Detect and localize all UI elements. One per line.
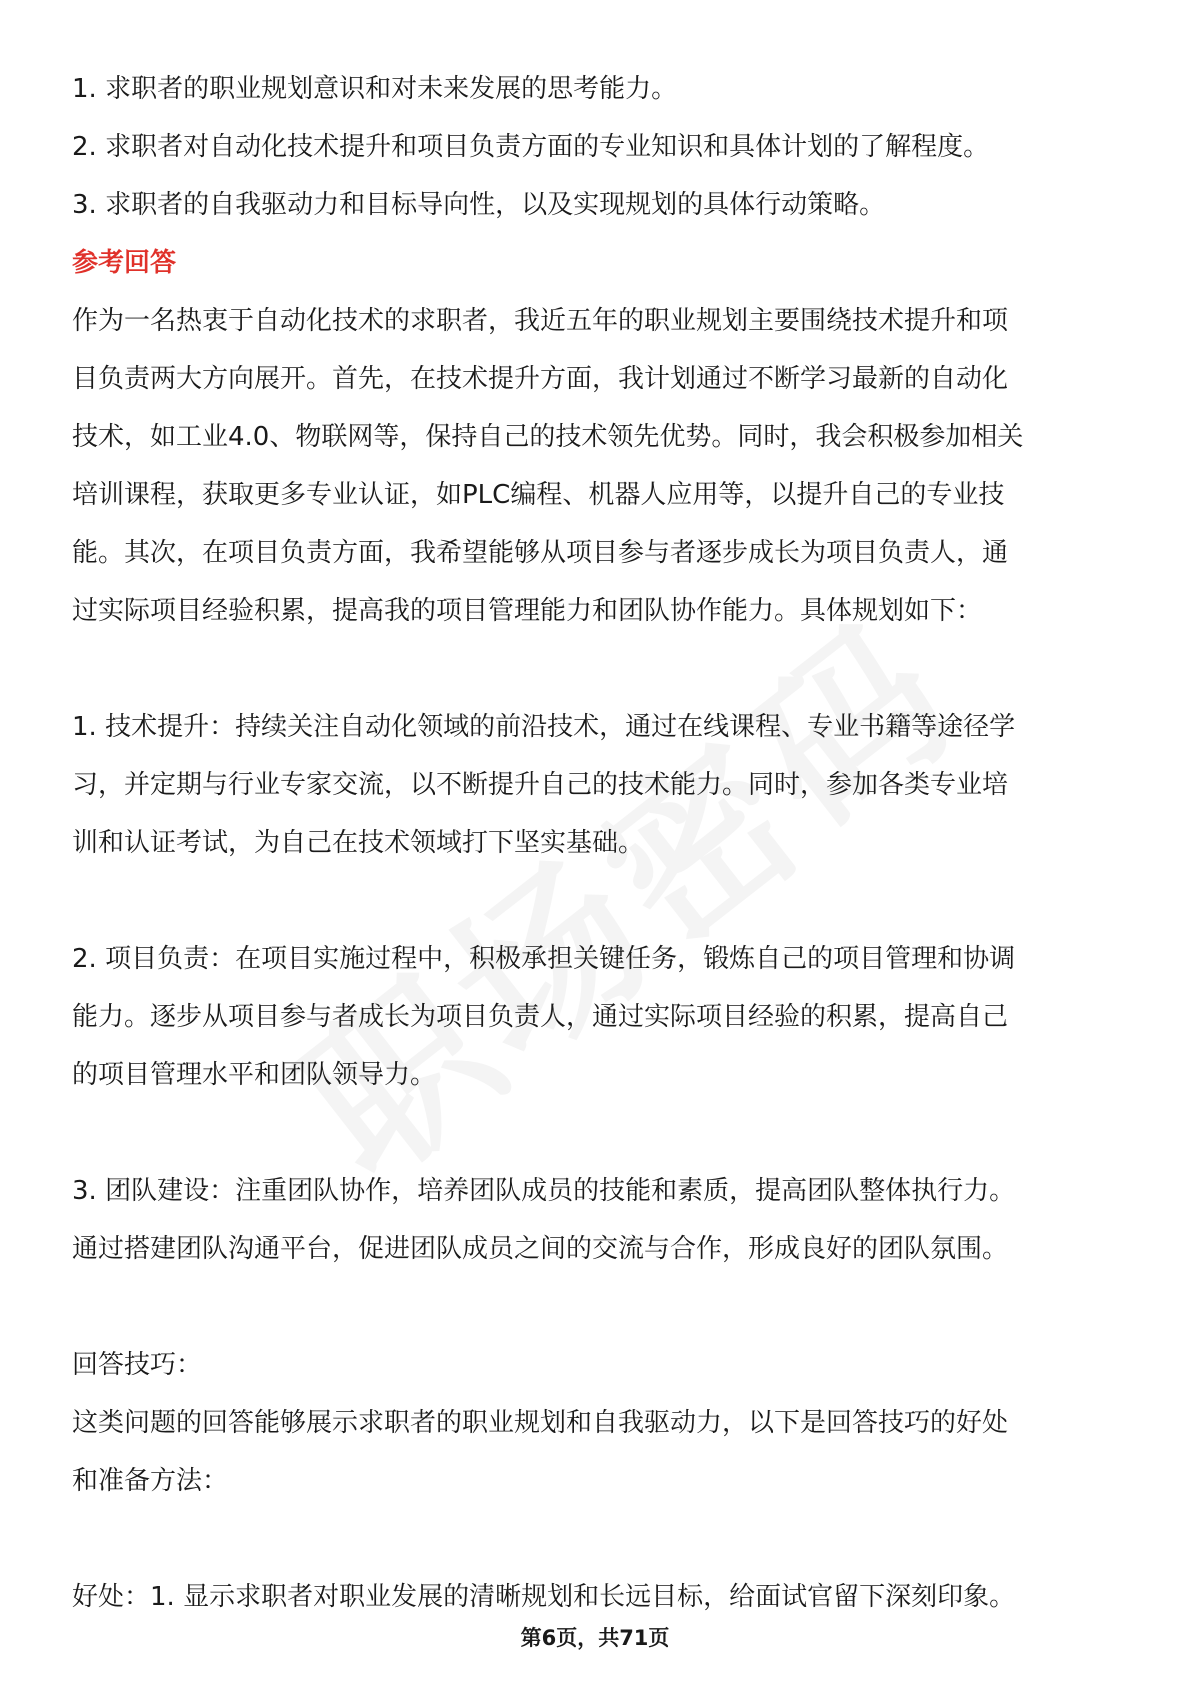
spacer	[72, 640, 1122, 698]
page-number: 第6页，共71页	[520, 1626, 670, 1650]
paragraph-line: 目负责两大方向展开。首先，在技术提升方面，我计划通过不断学习最新的自动化	[72, 364, 1009, 394]
paragraph-line: 通过搭建团队沟通平台，促进团队成员之间的交流与合作，形成良好的团队氛围。	[72, 1234, 1009, 1264]
paragraph-line: 技术，如工业4.0、物联网等，保持自己的技术领先优势。同时，我会积极参加相关	[72, 422, 1024, 452]
paragraph-line: 过实际项目经验积累，提高我的项目管理能力和团队协作能力。具体规划如下：	[72, 596, 983, 626]
paragraph-line: 能力。逐步从项目参与者成长为项目负责人，通过实际项目经验的积累，提高自己	[72, 1002, 1009, 1032]
paragraph-line: 1. 技术提升：持续关注自动化领域的前沿技术，通过在线课程、专业书籍等途径学	[72, 712, 1016, 742]
intro-point: 1. 求职者的职业规划意识和对未来发展的思考能力。	[72, 74, 678, 104]
paragraph-line: 和准备方法：	[72, 1466, 229, 1496]
paragraph-line: 作为一名热衷于自动化技术的求职者，我近五年的职业规划主要围绕技术提升和项	[72, 306, 1009, 336]
paragraph-line: 3. 团队建设：注重团队协作，培养团队成员的技能和素质，提高团队整体执行力。	[72, 1176, 1016, 1206]
paragraph-line: 的项目管理水平和团队领导力。	[72, 1060, 437, 1090]
plan-item-project	[72, 930, 1122, 1104]
answer-paragraph	[72, 292, 1122, 640]
paragraph-line: 培训课程，获取更多专业认证，如PLC编程、机器人应用等，以提升自己的专业技	[72, 480, 1005, 510]
benefit-line: 好处：1. 显示求职者对职业发展的清晰规划和长远目标，给面试官留下深刻印象。	[72, 1582, 1016, 1612]
paragraph-line: 习，并定期与行业专家交流，以不断提升自己的技术能力。同时，参加各类专业培	[72, 770, 1009, 800]
spacer	[72, 1104, 1122, 1162]
intro-point: 2. 求职者对自动化技术提升和项目负责方面的专业知识和具体计划的了解程度。	[72, 132, 990, 162]
paragraph-line: 这类问题的回答能够展示求职者的职业规划和自我驱动力，以下是回答技巧的好处	[72, 1408, 1009, 1438]
intro-point: 3. 求职者的自我驱动力和目标导向性，以及实现规划的具体行动策略。	[72, 190, 886, 220]
answer-section-title: 参考回答	[72, 248, 177, 278]
paragraph-line: 训和认证考试，为自己在技术领域打下坚实基础。	[72, 828, 645, 858]
plan-item-team	[72, 1162, 1122, 1278]
spacer	[72, 1278, 1122, 1336]
plan-item-tech	[72, 698, 1122, 872]
page-content	[72, 60, 1122, 1626]
tips-section-title: 回答技巧：	[72, 1350, 203, 1380]
tips-intro	[72, 1394, 1122, 1510]
paragraph-line: 能。其次，在项目负责方面，我希望能够从项目参与者逐步成长为项目负责人，通	[72, 538, 1009, 568]
paragraph-line: 2. 项目负责：在项目实施过程中，积极承担关键任务，锻炼自己的项目管理和协调	[72, 944, 1016, 974]
intro-points-list	[72, 60, 1122, 234]
spacer	[72, 1510, 1122, 1568]
spacer	[72, 872, 1122, 930]
